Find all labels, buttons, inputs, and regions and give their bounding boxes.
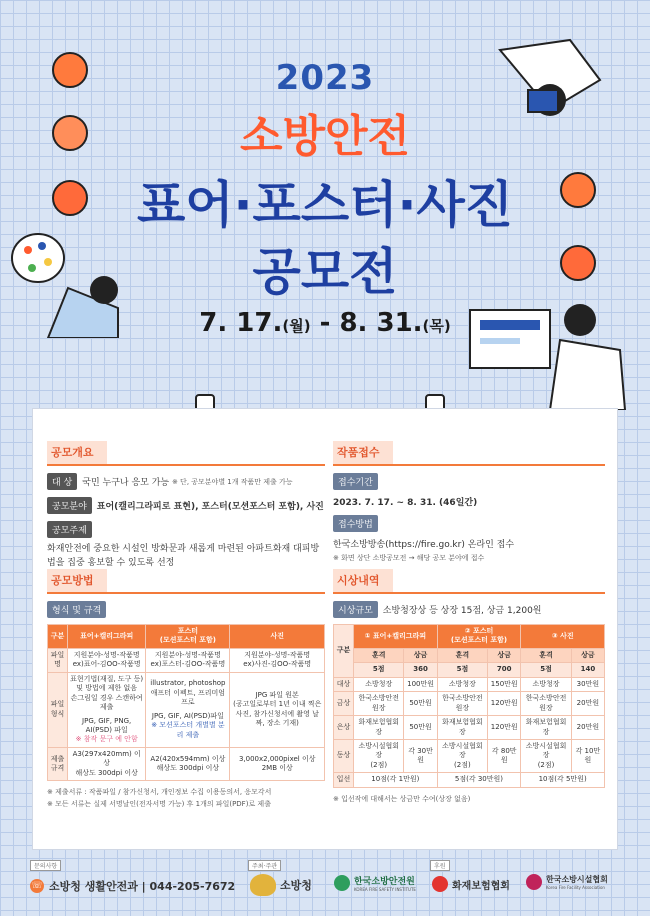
award-cell: 소방청장	[521, 677, 571, 691]
method-note: ※ 화면 상단 소방공모전 → 해당 공모 분야에 접수	[333, 554, 485, 562]
format-header-col: 구분	[48, 625, 68, 649]
sub-prize-2: 상금	[488, 648, 521, 662]
rank-label: 입선	[334, 773, 354, 787]
target-text: 국민 누구나 응모 가능	[82, 478, 170, 488]
org3-name: 화재보험협회	[452, 880, 510, 892]
filename-slogan: 지원분야-성명-작품명 ex)표어-김OO-작품명	[68, 648, 146, 672]
award-cell: 화재보험협회장	[354, 716, 404, 740]
size-label: 제출 규격	[48, 747, 68, 780]
total-count-2: 5점	[437, 663, 487, 677]
fire-agency-emblem-icon	[250, 874, 276, 896]
overview-section	[47, 441, 325, 571]
award-cell: 100만원	[404, 677, 437, 691]
facility-association-logo-icon	[526, 874, 542, 890]
format-slogan-text: 표현기법(재질, 도구 등) 및 방법에 제한 없음 손그림일 경우 스캔하여 제출	[70, 674, 144, 712]
format-poster-text: illustrator, photoshop 애프터 이펙트, 프리미엄 프로	[150, 679, 226, 707]
sub-prize-1: 상금	[404, 648, 437, 662]
format-header-poster: 포스터 (모션포스터 포함)	[146, 625, 230, 649]
org-insurance	[432, 876, 510, 892]
rank-label: 은상	[334, 716, 354, 740]
submission-title: 작품접수	[333, 441, 605, 466]
year-title: 2023	[275, 58, 375, 98]
award-cell: 50만원	[404, 692, 437, 716]
contact-info	[30, 878, 235, 894]
table-row	[334, 739, 605, 772]
org4-name: 한국소방시설협회	[546, 875, 608, 884]
format-poster-note: ※ 모션포스터 개별별 분리 제출	[151, 721, 225, 739]
title-fire-safety: 소방안전	[239, 111, 410, 162]
award-cell: 각 10만원	[571, 739, 604, 772]
award-cell: 소방청장	[354, 677, 404, 691]
org1-name: 소방청	[280, 879, 312, 892]
award-cell: 한국소방안전원장	[437, 692, 487, 716]
format-slogan-note: ※ 참작 문구 예 안함	[75, 735, 138, 744]
method-note-2: ※ 모든 서류는 실제 서명날인(전자서명 가능) 후 1개의 파일(PDF)로 제출	[47, 800, 271, 809]
awards-field-photo: ③ 사진	[521, 625, 605, 649]
date-start-day: (월)	[282, 317, 311, 335]
theme-text: 화재안전에 중요한 시설인 방화문과 새롭게 마련된 아파트화재 대피방법을 집중 홍보할 수 있도록 선정	[47, 544, 320, 569]
rank-label: 대상	[334, 677, 354, 691]
org2-name: 한국소방안전원	[354, 877, 415, 887]
host-label: 주최·주관	[248, 860, 281, 871]
sub-honor-2: 훈격	[437, 648, 487, 662]
format-poster	[146, 672, 230, 747]
total-count-1: 5점	[354, 663, 404, 677]
table-row	[334, 716, 605, 740]
award-cell: 각 30만원	[404, 739, 437, 772]
award-cell: 30만원	[571, 677, 604, 691]
org2-en: KOREA FIRE SAFETY INSTITUTE	[354, 887, 416, 892]
sponsor-label: 후원	[430, 860, 450, 871]
format-header-photo: 사진	[230, 625, 325, 649]
date-end: 8. 31.	[339, 308, 423, 338]
award-cell: 소방시설협회장 (2점)	[521, 739, 571, 772]
scale-label: 시상규모	[333, 601, 378, 618]
org4-en: Korea Fire Facility Association	[546, 885, 605, 890]
target-label: 대 상	[47, 473, 77, 490]
awards-field-slogan: ① 표어+캘리그라피	[354, 625, 438, 649]
title-contest: 공모전	[252, 243, 398, 301]
awards-section	[333, 569, 605, 804]
method-section	[47, 569, 325, 809]
filename-label: 파일명	[48, 648, 68, 672]
sub-prize-3: 상금	[571, 648, 604, 662]
awards-note: ※ 입선작에 대해서는 상금만 수여(상장 없음)	[333, 794, 471, 803]
awards-title: 시상내역	[333, 569, 605, 594]
award-cell: 소방시설협회장 (2점)	[354, 739, 404, 772]
date-end-day: (목)	[422, 317, 451, 335]
date-separator: -	[310, 308, 340, 338]
size-slogan: A3(297x420mm) 이상 해상도 300dpi 이상	[68, 747, 146, 780]
org-fire-agency	[250, 874, 312, 896]
filename-photo: 지원분야-성명-작품명 ex)사진-김OO-작품명	[230, 648, 325, 672]
award-cell: 5점(각 30만원)	[437, 773, 521, 787]
total-prize-2: 700	[488, 663, 521, 677]
field-text: 표어(캘리그라피로 표현), 포스터(모션포스터 포함), 사진	[96, 502, 324, 512]
method-text: 한국소방방송(https://fire.go.kr) 온라인 접수	[333, 540, 515, 550]
method-subtitle: 형식 및 규격	[47, 601, 106, 618]
table-row	[334, 692, 605, 716]
rank-label: 동상	[334, 739, 354, 772]
awards-table	[333, 624, 605, 788]
org-safety-institute	[334, 874, 416, 892]
insurance-logo-icon	[432, 876, 448, 892]
format-header-slogan: 표어+캘리그라피	[68, 625, 146, 649]
period-text: 2023. 7. 17. ~ 8. 31. (46일간)	[333, 498, 478, 508]
contact-text: 소방청 생활안전과 | 044-205-7672	[49, 880, 236, 893]
theme-label: 공모주제	[47, 521, 92, 538]
awards-col-label: 구분	[334, 625, 354, 678]
format-poster-types: JPG, GIF, AI(PSD)파일	[151, 711, 224, 720]
award-cell: 한국소방안전원장	[354, 692, 404, 716]
awards-field-poster: ② 포스터 (모션포스터 포함)	[437, 625, 521, 649]
hero-section	[0, 0, 650, 410]
award-cell: 10점(각 1만원)	[354, 773, 438, 787]
total-prize-3: 140	[571, 663, 604, 677]
total-prize-1: 360	[404, 663, 437, 677]
title-categories: 표어·포스터·사진	[136, 176, 514, 234]
table-row	[334, 773, 605, 787]
award-cell: 각 80만원	[488, 739, 521, 772]
org-facility-association	[526, 874, 608, 890]
award-cell: 화재보험협회장	[521, 716, 571, 740]
size-photo: 3,000x2,000pixel 이상 2MB 이상	[230, 747, 325, 780]
award-cell: 120만원	[488, 716, 521, 740]
info-card	[32, 408, 618, 850]
award-cell: 한국소방안전원장	[521, 692, 571, 716]
table-row	[334, 677, 605, 691]
file-format-label: 파일 형식	[48, 672, 68, 747]
field-label: 공모분야	[47, 497, 92, 514]
scale-text: 소방청장상 등 상장 15점, 상금 1,200원	[382, 606, 542, 616]
sub-honor-1: 훈격	[354, 648, 404, 662]
phone-icon: ☏	[31, 881, 43, 891]
method-label: 접수방법	[333, 515, 378, 532]
format-photo: JPG 파일 원본 (공고일로부터 1년 이내 찍은 사진, 참가신청서에 촬영 날짜, 장소 기재)	[230, 672, 325, 747]
award-cell: 50만원	[404, 716, 437, 740]
format-slogan-types: JPG, GIF, PNG, AI(PSD) 파일	[82, 716, 132, 734]
contest-dates	[0, 308, 650, 338]
award-cell: 소방시설협회장 (2점)	[437, 739, 487, 772]
award-cell: 소방청장	[437, 677, 487, 691]
overview-title: 공모개요	[47, 441, 325, 466]
contact-label: 문의사항	[30, 860, 61, 871]
award-cell: 20만원	[571, 692, 604, 716]
award-cell: 20만원	[571, 716, 604, 740]
award-cell: 10점(각 5만원)	[521, 773, 605, 787]
date-start: 7. 17.	[199, 308, 283, 338]
award-cell: 화재보험협회장	[437, 716, 487, 740]
submission-section	[333, 441, 605, 563]
award-cell: 150만원	[488, 677, 521, 691]
target-note: ※ 단, 공모분야별 1개 작품만 제출 가능	[171, 477, 293, 486]
award-cell: 120만원	[488, 692, 521, 716]
size-poster: A2(420x594mm) 이상 해상도 300dpi 이상	[146, 747, 230, 780]
method-title: 공모방법	[47, 569, 325, 594]
safety-institute-logo-icon	[334, 875, 350, 891]
period-label: 접수기간	[333, 473, 378, 490]
format-table	[47, 624, 325, 781]
filename-poster: 지원분야-성명-작품명 ex)포스터-김OO-작품명	[146, 648, 230, 672]
method-note-1: ※ 제출서류 : 작품파일 / 참가신청서, 개인정보 수집 이용동의서, 응모각서	[47, 788, 272, 797]
rank-label: 금상	[334, 692, 354, 716]
total-count-3: 5점	[521, 663, 571, 677]
sub-honor-3: 훈격	[521, 648, 571, 662]
format-slogan	[68, 672, 146, 747]
